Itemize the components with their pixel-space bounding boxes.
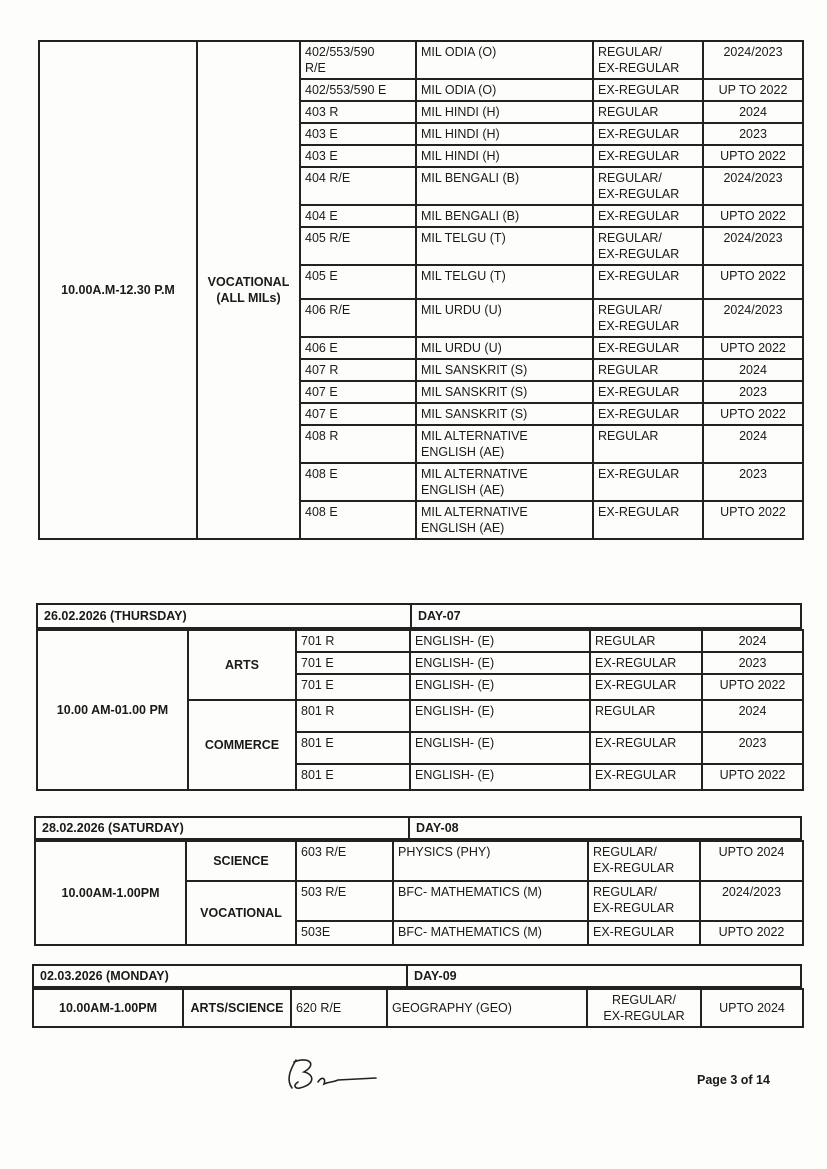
subject-code: 403 E xyxy=(300,123,416,145)
subject-name: MIL SANSKRIT (S) xyxy=(416,403,593,425)
candidate-type: REGULAR xyxy=(593,425,703,463)
table-row xyxy=(39,41,803,79)
subject-name: MIL ALTERNATIVE ENGLISH (AE) xyxy=(416,501,593,539)
subject-name: MIL ALTERNATIVE ENGLISH (AE) xyxy=(416,425,593,463)
candidate-type: REGULAR xyxy=(590,700,702,732)
subject-name: ENGLISH- (E) xyxy=(410,700,590,732)
table-row xyxy=(35,841,803,881)
exam-year: 2024/2023 xyxy=(703,41,803,79)
candidate-type: EX-REGULAR xyxy=(593,501,703,539)
day09-stream: ARTS/SCIENCE xyxy=(183,989,291,1027)
day07-date: 26.02.2026 (THURSDAY) xyxy=(37,604,411,628)
exam-year: UPTO 2022 xyxy=(703,265,803,299)
stream-name: VOCATIONAL (ALL MILs) xyxy=(197,41,300,539)
day09-year: UPTO 2024 xyxy=(701,989,803,1027)
signature xyxy=(278,1052,388,1101)
candidate-type: EX-REGULAR xyxy=(593,381,703,403)
exam-year: UPTO 2022 xyxy=(702,674,803,700)
session-time: 10.00AM-1.00PM xyxy=(35,841,186,945)
candidate-type: EX-REGULAR xyxy=(590,764,702,790)
subject-name: MIL HINDI (H) xyxy=(416,101,593,123)
subject-code: 406 E xyxy=(300,337,416,359)
day09-type: REGULAR/ EX-REGULAR xyxy=(587,989,701,1027)
exam-year: 2024 xyxy=(703,101,803,123)
exam-year: 2024 xyxy=(702,630,803,652)
candidate-type: REGULAR/ EX-REGULAR xyxy=(593,227,703,265)
day08-date: 28.02.2026 (SATURDAY) xyxy=(35,817,409,839)
subject-name: MIL HINDI (H) xyxy=(416,145,593,167)
subject-code: 406 R/E xyxy=(300,299,416,337)
subject-code: 701 R xyxy=(296,630,410,652)
exam-year: 2024/2023 xyxy=(703,299,803,337)
subject-name: MIL TELGU (T) xyxy=(416,265,593,299)
exam-year: 2024 xyxy=(703,425,803,463)
day09-subject: GEOGRAPHY (GEO) xyxy=(387,989,587,1027)
subject-code: 405 R/E xyxy=(300,227,416,265)
day08-table-block xyxy=(34,816,802,946)
subject-code: 404 R/E xyxy=(300,167,416,205)
subject-code: 408 E xyxy=(300,463,416,501)
candidate-type: EX-REGULAR xyxy=(593,123,703,145)
exam-year: 2023 xyxy=(702,732,803,764)
candidate-type: EX-REGULAR xyxy=(593,265,703,299)
subject-name: MIL SANSKRIT (S) xyxy=(416,359,593,381)
exam-year: UPTO 2024 xyxy=(700,841,803,881)
subject-name: ENGLISH- (E) xyxy=(410,674,590,700)
candidate-type: EX-REGULAR xyxy=(590,732,702,764)
table-row xyxy=(37,630,803,652)
subject-name: MIL ODIA (O) xyxy=(416,41,593,79)
day08-day-label: DAY-08 xyxy=(409,817,801,839)
candidate-type: EX-REGULAR xyxy=(593,337,703,359)
subject-name: BFC- MATHEMATICS (M) xyxy=(393,921,588,945)
candidate-type: REGULAR/ EX-REGULAR xyxy=(588,841,700,881)
day09-date: 02.03.2026 (MONDAY) xyxy=(33,965,407,987)
day07-table-block xyxy=(36,603,802,791)
day08-table xyxy=(34,840,804,946)
page-number: Page 3 of 14 xyxy=(697,1073,770,1087)
exam-year: 2024/2023 xyxy=(703,227,803,265)
day08-header xyxy=(34,816,802,840)
subject-code: 408 E xyxy=(300,501,416,539)
exam-year: 2024 xyxy=(702,700,803,732)
subject-name: MIL URDU (U) xyxy=(416,299,593,337)
exam-year: UPTO 2022 xyxy=(703,337,803,359)
subject-code: 402/553/590 R/E xyxy=(300,41,416,79)
candidate-type: REGULAR/ EX-REGULAR xyxy=(593,299,703,337)
exam-year: 2023 xyxy=(703,123,803,145)
session-time: 10.00 AM-01.00 PM xyxy=(37,630,188,790)
exam-year: 2023 xyxy=(703,463,803,501)
candidate-type: REGULAR/ EX-REGULAR xyxy=(593,167,703,205)
signature-scribble-icon xyxy=(278,1052,388,1096)
subject-name: MIL SANSKRIT (S) xyxy=(416,381,593,403)
exam-year: 2024/2023 xyxy=(700,881,803,921)
subject-code: 403 R xyxy=(300,101,416,123)
exam-year: 2023 xyxy=(703,381,803,403)
subject-code: 402/553/590 E xyxy=(300,79,416,101)
subject-name: MIL BENGALI (B) xyxy=(416,167,593,205)
day06-table xyxy=(38,40,804,540)
exam-year: UPTO 2022 xyxy=(703,501,803,539)
day07-header xyxy=(36,603,802,629)
candidate-type: EX-REGULAR xyxy=(590,652,702,674)
day09-table-block xyxy=(32,964,802,1028)
candidate-type: REGULAR xyxy=(593,359,703,381)
session-time: 10.00A.M-12.30 P.M xyxy=(39,41,197,539)
subject-name: MIL BENGALI (B) xyxy=(416,205,593,227)
subject-name: MIL URDU (U) xyxy=(416,337,593,359)
day09-header xyxy=(32,964,802,988)
stream-name: SCIENCE xyxy=(186,841,296,881)
subject-name: PHYSICS (PHY) xyxy=(393,841,588,881)
subject-code: 801 E xyxy=(296,732,410,764)
subject-code: 801 R xyxy=(296,700,410,732)
exam-year: 2024 xyxy=(703,359,803,381)
exam-year: 2023 xyxy=(702,652,803,674)
subject-code: 603 R/E xyxy=(296,841,393,881)
subject-name: BFC- MATHEMATICS (M) xyxy=(393,881,588,921)
candidate-type: REGULAR xyxy=(590,630,702,652)
candidate-type: EX-REGULAR xyxy=(593,403,703,425)
day09-table xyxy=(32,988,804,1028)
candidate-type: EX-REGULAR xyxy=(593,145,703,167)
exam-year: UPTO 2022 xyxy=(702,764,803,790)
subject-code: 403 E xyxy=(300,145,416,167)
subject-name: MIL ODIA (O) xyxy=(416,79,593,101)
exam-year: UPTO 2022 xyxy=(700,921,803,945)
candidate-type: REGULAR xyxy=(593,101,703,123)
subject-code: 407 E xyxy=(300,381,416,403)
subject-code: 503 R/E xyxy=(296,881,393,921)
day09-day-label: DAY-09 xyxy=(407,965,801,987)
subject-name: ENGLISH- (E) xyxy=(410,732,590,764)
subject-name: ENGLISH- (E) xyxy=(410,630,590,652)
exam-year: UPTO 2022 xyxy=(703,403,803,425)
candidate-type: EX-REGULAR xyxy=(588,921,700,945)
candidate-type: EX-REGULAR xyxy=(593,205,703,227)
subject-name: MIL TELGU (T) xyxy=(416,227,593,265)
candidate-type: EX-REGULAR xyxy=(593,463,703,501)
subject-code: 503E xyxy=(296,921,393,945)
subject-name: MIL HINDI (H) xyxy=(416,123,593,145)
day06-table-block xyxy=(38,40,802,540)
subject-code: 405 E xyxy=(300,265,416,299)
candidate-type: REGULAR/ EX-REGULAR xyxy=(588,881,700,921)
subject-code: 404 E xyxy=(300,205,416,227)
stream-name: ARTS xyxy=(188,630,296,700)
subject-code: 407 R xyxy=(300,359,416,381)
exam-year: UPTO 2022 xyxy=(703,205,803,227)
exam-year: UPTO 2022 xyxy=(703,145,803,167)
subject-name: MIL ALTERNATIVE ENGLISH (AE) xyxy=(416,463,593,501)
subject-code: 407 E xyxy=(300,403,416,425)
subject-name: ENGLISH- (E) xyxy=(410,652,590,674)
candidate-type: REGULAR/ EX-REGULAR xyxy=(593,41,703,79)
day09-code: 620 R/E xyxy=(291,989,387,1027)
day07-table xyxy=(36,629,804,791)
subject-code: 408 R xyxy=(300,425,416,463)
subject-name: ENGLISH- (E) xyxy=(410,764,590,790)
day09-time: 10.00AM-1.00PM xyxy=(33,989,183,1027)
candidate-type: EX-REGULAR xyxy=(593,79,703,101)
day07-day-label: DAY-07 xyxy=(411,604,801,628)
stream-name: COMMERCE xyxy=(188,700,296,790)
candidate-type: EX-REGULAR xyxy=(590,674,702,700)
subject-code: 801 E xyxy=(296,764,410,790)
exam-year: UP TO 2022 xyxy=(703,79,803,101)
table-row xyxy=(33,989,803,1027)
exam-year: 2024/2023 xyxy=(703,167,803,205)
subject-code: 701 E xyxy=(296,674,410,700)
subject-code: 701 E xyxy=(296,652,410,674)
stream-name: VOCATIONAL xyxy=(186,881,296,945)
